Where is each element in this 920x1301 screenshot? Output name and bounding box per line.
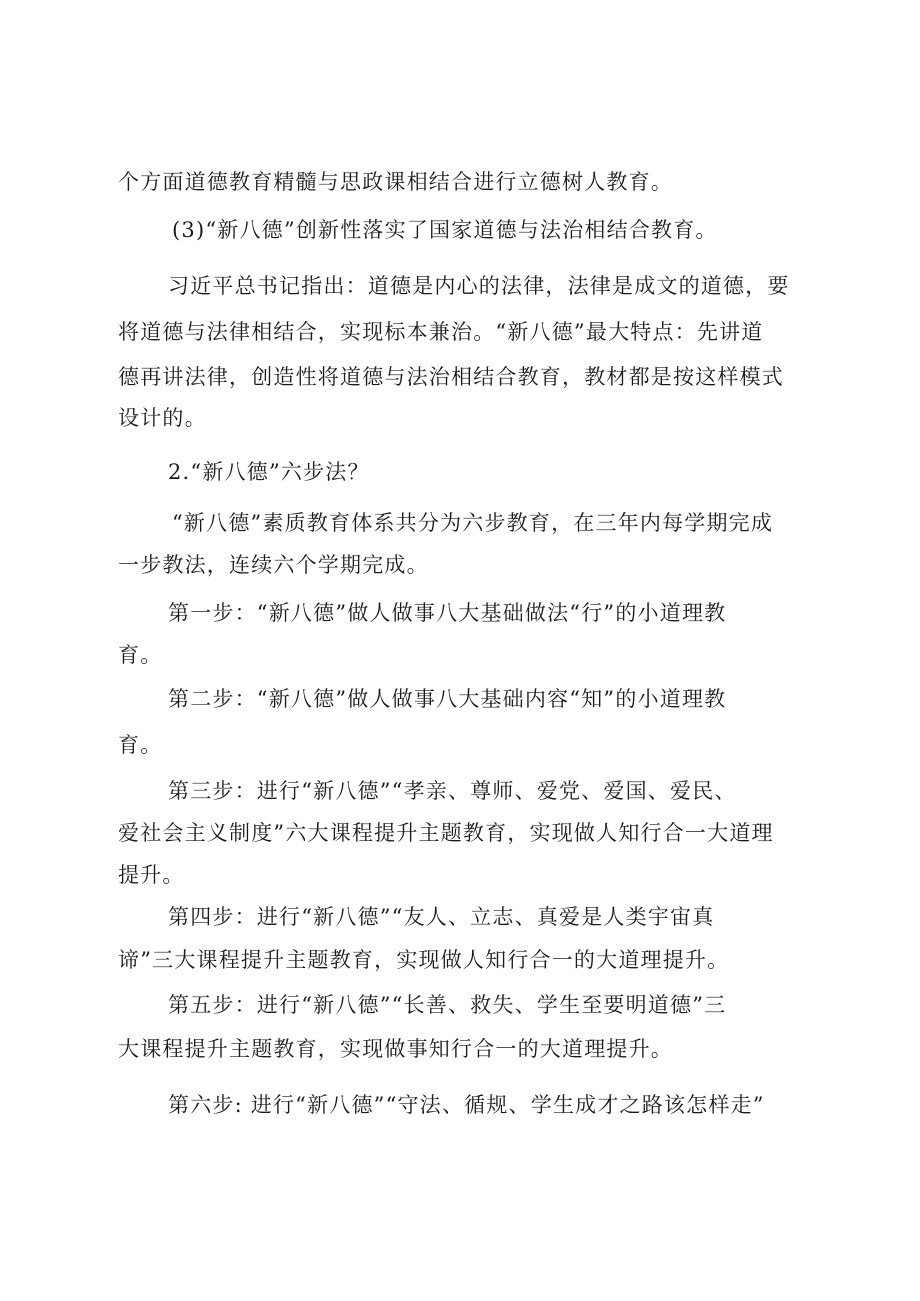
text-line-6: 设计的。 xyxy=(118,406,207,430)
text-line-11: 育。 xyxy=(118,643,163,667)
text-line-8: “新八德”素质教育体系共分为六步教育，在三年内每学期完成 xyxy=(172,511,774,535)
text-line-17: 第四步：进行“新八德”“友人、立志、真爱是人类宇宙真 xyxy=(168,905,715,929)
text-line-19: 第五步：进行“新八德”“长善、救失、学生至要明道德”三 xyxy=(168,993,727,1017)
text-line-4: 将道德与法律相结合，实现标本兼治。“新八德”最大特点：先讲道 xyxy=(118,320,764,344)
text-line-5: 德再讲法律，创造性将道德与法治相结合教育，教材都是按这样模式 xyxy=(118,365,784,389)
text-line-16: 提升。 xyxy=(118,863,185,887)
text-line-1: 个方面道德教育精髓与思政课相结合进行立德树人教育。 xyxy=(118,170,673,194)
text-line-12: 第二步：“新八德”做人做事八大基础内容“知”的小道理教 xyxy=(168,687,727,711)
text-line-7-heading: 2.“新八德”六步法？ xyxy=(168,460,370,484)
text-line-15: 爱社会主义制度”六大课程提升主题教育，实现做人知行合一大道理 xyxy=(118,821,774,845)
text-line-13: 育。 xyxy=(118,733,163,757)
text-line-3: 习近平总书记指出：道德是内心的法律，法律是成文的道德，要 xyxy=(168,274,790,298)
text-line-20: 大课程提升主题教育，实现做事知行合一的大道理提升。 xyxy=(118,1037,673,1061)
text-line-14: 第三步：进行“新八德”“孝亲、尊师、爱党、爱国、爱民、 xyxy=(168,779,737,803)
text-line-9: 一步教法，连续六个学期完成。 xyxy=(118,553,429,577)
text-line-18: 谛”三大课程提升主题教育，实现做人知行合一的大道理提升。 xyxy=(118,948,730,972)
text-line-21: 第六步: 进行“新八德”“守法、循规、学生成才之路该怎样走” xyxy=(168,1093,765,1117)
text-line-2-heading: (3)“新八德”创新性落实了国家道德与法治相结合教育。 xyxy=(172,218,718,242)
text-line-10: 第一步：“新八德”做人做事八大基础做法“行”的小道理教 xyxy=(168,601,727,625)
